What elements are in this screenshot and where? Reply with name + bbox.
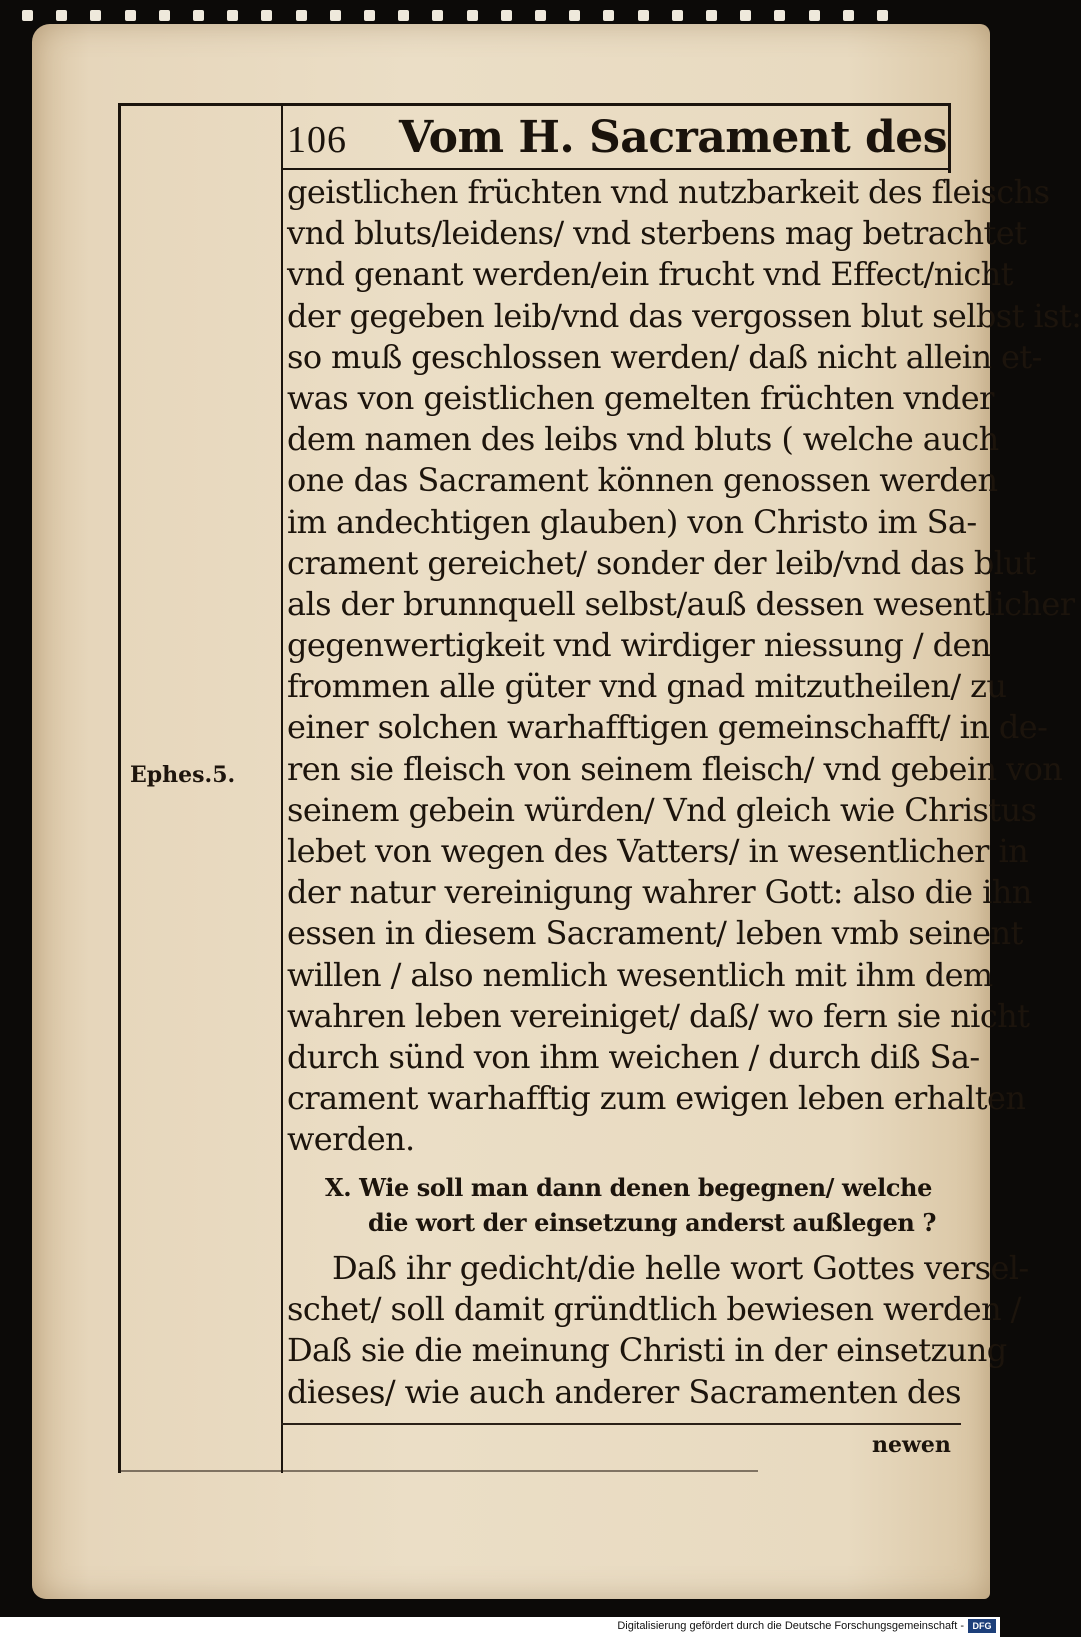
text-line: wahren leben vereiniget/ daß/ wo fern sie nicht [287,996,1030,1035]
text-line: was von geistlichen gemelten früchten vnder [287,378,994,417]
sprocket-hole [330,10,341,21]
text-line: der gegeben leib/vnd das vergossen blut selbst ist: [287,296,1081,335]
margin-note: Ephes.5. [130,762,236,788]
sprocket-hole [364,10,375,21]
film-sprocket-strip [0,6,1000,26]
text-line: als der brunnquell selbst/auß dessen wesentlicher [287,584,1075,623]
catchword: newen [872,1432,951,1458]
funding-credit: Digitalisierung gefördert durch die Deutsche Forschungsgemeinschaft - [617,1620,964,1632]
answer-text [287,1248,1029,1413]
text-line: crament gereichet/ sonder der leib/vnd das blut [287,543,1036,582]
page-number: 106 [287,119,347,161]
text-line: vnd genant werden/ein frucht vnd Effect/nicht [287,255,1013,294]
text-line: frommen alle güter vnd gnad mitzutheilen/ zu [287,667,1007,706]
sprocket-hole [501,10,512,21]
question-line: die wort der einsetzung anderst außlegen ? [368,1208,937,1237]
text-line: crament warhafftig zum ewigen leben erhalten [287,1079,1026,1118]
sprocket-hole [467,10,478,21]
text-line: einer solchen warhafftigen gemeinschafft/ in de- [287,708,1048,747]
sprocket-hole [569,10,580,21]
sprocket-hole [296,10,307,21]
text-line: one das Sacrament können genossen werden [287,461,998,500]
frame-left-rule [118,103,121,1473]
answer-line: Daß ihr gedicht/die helle wort Gottes versel- [332,1249,1029,1287]
text-bottom-rule [281,1423,961,1425]
text-line: gegenwertigkeit vnd wirdiger niessung / den [287,626,991,665]
text-line: ren sie fleisch von seinem fleisch/ vnd gebein von [287,749,1063,788]
sprocket-hole [56,10,67,21]
sprocket-hole [638,10,649,21]
sprocket-hole [193,10,204,21]
sprocket-hole [22,10,33,21]
header-rule [281,168,949,170]
sprocket-hole [261,10,272,21]
dfg-logo-icon: DFG [968,1619,996,1633]
sprocket-hole [90,10,101,21]
text-line: willen / also nemlich wesentlich mit ihm dem [287,955,993,994]
text-line: vnd bluts/leidens/ vnd sterbens mag betrachtet [287,214,1027,253]
sprocket-hole [877,10,888,21]
frame-bottom-rule [118,1470,758,1472]
sprocket-hole [603,10,614,21]
sprocket-hole [672,10,683,21]
answer-line: Daß sie die meinung Christi in der einsetzung [287,1331,1007,1370]
text-line: geistlichen früchten vnd nutzbarkeit des fleischs [287,173,1050,211]
text-line: seinem gebein würden/ Vnd gleich wie Christus [287,790,1037,829]
body-text [287,172,1081,1161]
frame-right-rule [948,103,951,173]
sprocket-hole [535,10,546,21]
question-heading [325,1170,945,1240]
sprocket-hole [740,10,751,21]
sprocket-hole [774,10,785,21]
answer-line: dieses/ wie auch anderer Sacramenten des [287,1372,961,1411]
margin-column-rule [281,103,283,1473]
page-header [283,108,948,168]
text-line: lebet von wegen des Vatters/ in wesentlicher in [287,832,1029,870]
running-title: Vom H. Sacrament des [399,112,948,163]
text-line: der natur vereinigung wahrer Gott: also die ihn [287,873,1032,912]
text-line: werden. [287,1120,415,1159]
sprocket-hole [159,10,170,21]
sprocket-hole [398,10,409,21]
sprocket-hole [432,10,443,21]
sprocket-hole [809,10,820,21]
text-line: durch sünd von ihm weichen / durch diß Sa- [287,1037,980,1076]
text-line: so muß geschlossen werden/ daß nicht allein et- [287,337,1042,376]
sprocket-hole [227,10,238,21]
answer-line: schet/ soll damit gründtlich bewiesen werden / [287,1290,1021,1329]
frame-top-rule [118,103,950,106]
sprocket-hole [125,10,136,21]
question-line: X. Wie soll man dann denen begegnen/ welche [325,1173,932,1202]
sprocket-hole [843,10,854,21]
text-line: dem namen des leibs vnd bluts ( welche auch [287,420,999,459]
sprocket-hole [706,10,717,21]
text-line: im andechtigen glauben) von Christo im Sa- [287,502,977,541]
text-line: essen in diesem Sacrament/ leben vmb seinent [287,914,1023,953]
